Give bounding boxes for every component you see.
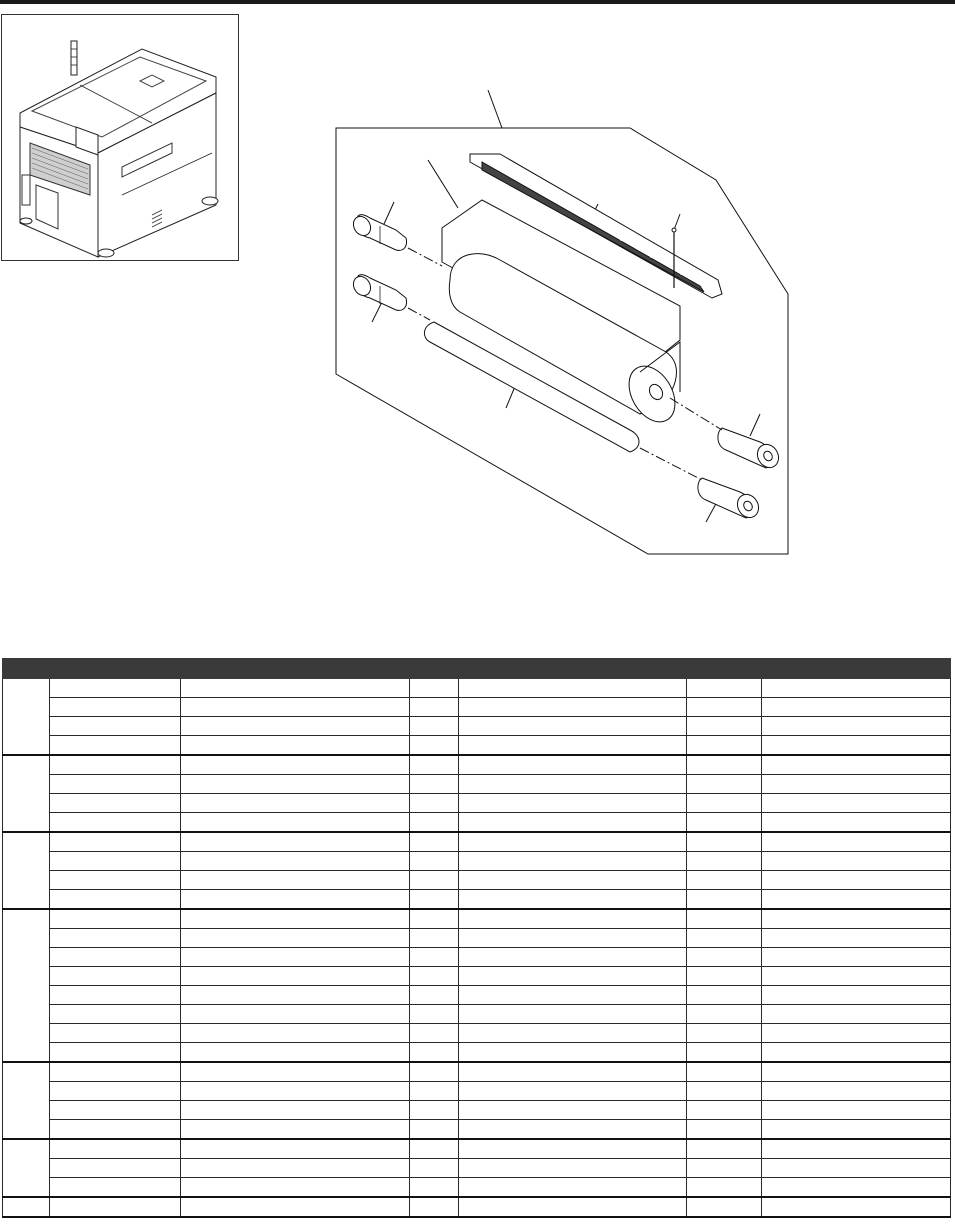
table-cell (410, 1139, 459, 1159)
column-header (3, 659, 50, 679)
column-header (687, 659, 762, 679)
table-cell (181, 1062, 410, 1082)
table-cell (459, 1159, 687, 1178)
table-cell (459, 852, 687, 871)
table-row (3, 1120, 951, 1140)
table-cell (410, 832, 459, 852)
table-cell (410, 986, 459, 1005)
table-row (3, 755, 951, 775)
table-row (3, 794, 951, 813)
table-cell (181, 1139, 410, 1159)
table-row (3, 948, 951, 967)
table-cell (459, 948, 687, 967)
table-cell (687, 929, 762, 948)
table-cell (50, 871, 181, 890)
table-cell (181, 1024, 410, 1043)
table-row (3, 1178, 951, 1198)
table-cell (181, 698, 410, 717)
table-cell (762, 1159, 951, 1178)
table-cell (50, 1082, 181, 1101)
table-cell (459, 755, 687, 775)
table-cell (410, 755, 459, 775)
table-cell (459, 1024, 687, 1043)
column-header (762, 659, 951, 679)
table-cell (687, 832, 762, 852)
table-cell (687, 1159, 762, 1178)
table-cell (762, 1043, 951, 1063)
table-cell (459, 1062, 687, 1082)
table-row (3, 1159, 951, 1178)
table-cell (181, 832, 410, 852)
table-cell (687, 1120, 762, 1140)
table-cell (762, 679, 951, 698)
table-cell (181, 967, 410, 986)
table-cell (181, 736, 410, 756)
table-cell (50, 1043, 181, 1063)
table-row (3, 1139, 951, 1159)
table-cell (181, 813, 410, 833)
table-cell (410, 890, 459, 910)
group-cell (3, 832, 50, 909)
table-cell (687, 967, 762, 986)
table-cell (762, 1178, 951, 1198)
table-cell (50, 948, 181, 967)
table-row (3, 1101, 951, 1120)
table-row (3, 929, 951, 948)
table-cell (459, 1082, 687, 1101)
table-cell (762, 794, 951, 813)
table-cell (762, 948, 951, 967)
table-cell (687, 986, 762, 1005)
table-cell (687, 755, 762, 775)
table-row (3, 967, 951, 986)
table-cell (181, 1101, 410, 1120)
table-row (3, 698, 951, 717)
table-cell (410, 1159, 459, 1178)
table-row (3, 832, 951, 852)
table-cell (687, 1101, 762, 1120)
table-cell (410, 1024, 459, 1043)
table-cell (410, 909, 459, 929)
table-cell (762, 736, 951, 756)
table-cell (410, 1120, 459, 1140)
table-cell (181, 679, 410, 698)
table-cell (687, 1139, 762, 1159)
table-cell (410, 948, 459, 967)
table-row (3, 909, 951, 929)
table-cell (762, 909, 951, 929)
machine-overview-image (1, 14, 239, 261)
table-cell (687, 775, 762, 794)
table-cell (410, 929, 459, 948)
table-cell (687, 1178, 762, 1198)
table-cell (762, 852, 951, 871)
table-row (3, 890, 951, 910)
table-cell (181, 986, 410, 1005)
table-cell (762, 986, 951, 1005)
table-cell (410, 775, 459, 794)
table-cell (687, 890, 762, 910)
table-cell (687, 909, 762, 929)
table-row (3, 679, 951, 698)
table-cell (762, 890, 951, 910)
table-cell (459, 871, 687, 890)
table-cell (687, 1043, 762, 1063)
table-cell (50, 775, 181, 794)
table-cell (687, 871, 762, 890)
group-cell (3, 1062, 50, 1139)
table-cell (50, 909, 181, 929)
table-cell (459, 986, 687, 1005)
table-cell (762, 698, 951, 717)
table-cell (459, 890, 687, 910)
table-cell (410, 1101, 459, 1120)
table-cell (687, 1062, 762, 1082)
table-row (3, 813, 951, 833)
table-cell (687, 736, 762, 756)
table-cell (50, 832, 181, 852)
table-cell (410, 717, 459, 736)
table-cell (762, 967, 951, 986)
table-cell (459, 967, 687, 986)
table-cell (459, 832, 687, 852)
table-cell (181, 1159, 410, 1178)
table-cell (181, 871, 410, 890)
table-cell (181, 1082, 410, 1101)
group-cell (3, 1197, 50, 1217)
table-cell (687, 1082, 762, 1101)
table-cell (50, 1101, 181, 1120)
table-row (3, 1043, 951, 1063)
table-cell (181, 929, 410, 948)
group-cell (3, 1139, 50, 1197)
table-cell (762, 832, 951, 852)
table-cell (410, 1197, 459, 1217)
table-cell (687, 698, 762, 717)
table-cell (181, 1178, 410, 1198)
table-cell (50, 717, 181, 736)
table-cell (459, 679, 687, 698)
group-cell (3, 909, 50, 1062)
table-cell (762, 929, 951, 948)
table-cell (50, 813, 181, 833)
column-header (410, 659, 459, 679)
column-header (459, 659, 687, 679)
table-cell (50, 794, 181, 813)
table-row (3, 1062, 951, 1082)
table-cell (50, 1062, 181, 1082)
column-header (50, 659, 181, 679)
table-cell (50, 1197, 181, 1217)
table-cell (762, 813, 951, 833)
table-cell (410, 967, 459, 986)
parts-list-table (2, 658, 951, 1218)
table-cell (410, 813, 459, 833)
table-cell (50, 967, 181, 986)
table-cell (50, 986, 181, 1005)
table-row (3, 852, 951, 871)
table-cell (687, 852, 762, 871)
table-cell (181, 1197, 410, 1217)
table-cell (459, 1120, 687, 1140)
table-cell (410, 1082, 459, 1101)
table-row (3, 775, 951, 794)
table-cell (50, 698, 181, 717)
table-cell (410, 1005, 459, 1024)
table-cell (687, 1005, 762, 1024)
table-cell (410, 852, 459, 871)
column-header (181, 659, 410, 679)
table-cell (410, 736, 459, 756)
leader-line-assembly (488, 90, 502, 128)
table-cell (50, 852, 181, 871)
table-cell (762, 775, 951, 794)
table-cell (50, 929, 181, 948)
table-row (3, 1197, 951, 1217)
table-cell (762, 871, 951, 890)
table-cell (181, 948, 410, 967)
table-cell (181, 775, 410, 794)
table-cell (410, 698, 459, 717)
table-cell (181, 909, 410, 929)
table-cell (181, 717, 410, 736)
table-cell (459, 813, 687, 833)
table-row (3, 1005, 951, 1024)
table-row (3, 717, 951, 736)
table-cell (50, 755, 181, 775)
table-cell (50, 679, 181, 698)
table-row (3, 1082, 951, 1101)
table-cell (410, 1062, 459, 1082)
table-cell (410, 794, 459, 813)
table-cell (762, 1101, 951, 1120)
table-cell (459, 1101, 687, 1120)
table-cell (410, 871, 459, 890)
table-cell (50, 736, 181, 756)
table-cell (410, 1043, 459, 1063)
table-cell (50, 1159, 181, 1178)
table-cell (181, 852, 410, 871)
table-cell (459, 698, 687, 717)
table-cell (459, 1139, 687, 1159)
table-cell (762, 1139, 951, 1159)
table-cell (762, 1082, 951, 1101)
table-cell (459, 929, 687, 948)
table-cell (181, 755, 410, 775)
table-cell (459, 775, 687, 794)
table-cell (459, 717, 687, 736)
table-cell (687, 679, 762, 698)
table-cell (410, 679, 459, 698)
table-cell (181, 890, 410, 910)
table-cell (762, 755, 951, 775)
table-cell (50, 1178, 181, 1198)
table-cell (687, 948, 762, 967)
table-cell (687, 794, 762, 813)
table-cell (181, 794, 410, 813)
table-cell (459, 1005, 687, 1024)
table-cell (50, 890, 181, 910)
table-cell (459, 1197, 687, 1217)
table-cell (410, 1178, 459, 1198)
table-cell (181, 1043, 410, 1063)
table-cell (687, 717, 762, 736)
table-cell (762, 1062, 951, 1082)
table-cell (762, 1197, 951, 1217)
table-cell (762, 1120, 951, 1140)
table-cell (762, 1024, 951, 1043)
table-cell (459, 736, 687, 756)
table-row (3, 986, 951, 1005)
table-row (3, 1024, 951, 1043)
table-cell (50, 1139, 181, 1159)
table-row (3, 736, 951, 756)
table-cell (459, 909, 687, 929)
table-cell (50, 1005, 181, 1024)
table-cell (762, 717, 951, 736)
table-cell (687, 813, 762, 833)
group-cell (3, 679, 50, 756)
table-row (3, 871, 951, 890)
table-cell (181, 1005, 410, 1024)
table-cell (459, 794, 687, 813)
table-body (3, 679, 951, 1218)
table-cell (459, 1178, 687, 1198)
table-header-row (3, 659, 951, 679)
table-cell (459, 1043, 687, 1063)
group-cell (3, 755, 50, 832)
table-cell (687, 1024, 762, 1043)
table-cell (50, 1024, 181, 1043)
table-cell (687, 1197, 762, 1217)
table-cell (50, 1120, 181, 1140)
table-cell (762, 1005, 951, 1024)
exploded-parts-diagram (330, 80, 800, 560)
top-rule (0, 0, 955, 4)
table-cell (181, 1120, 410, 1140)
